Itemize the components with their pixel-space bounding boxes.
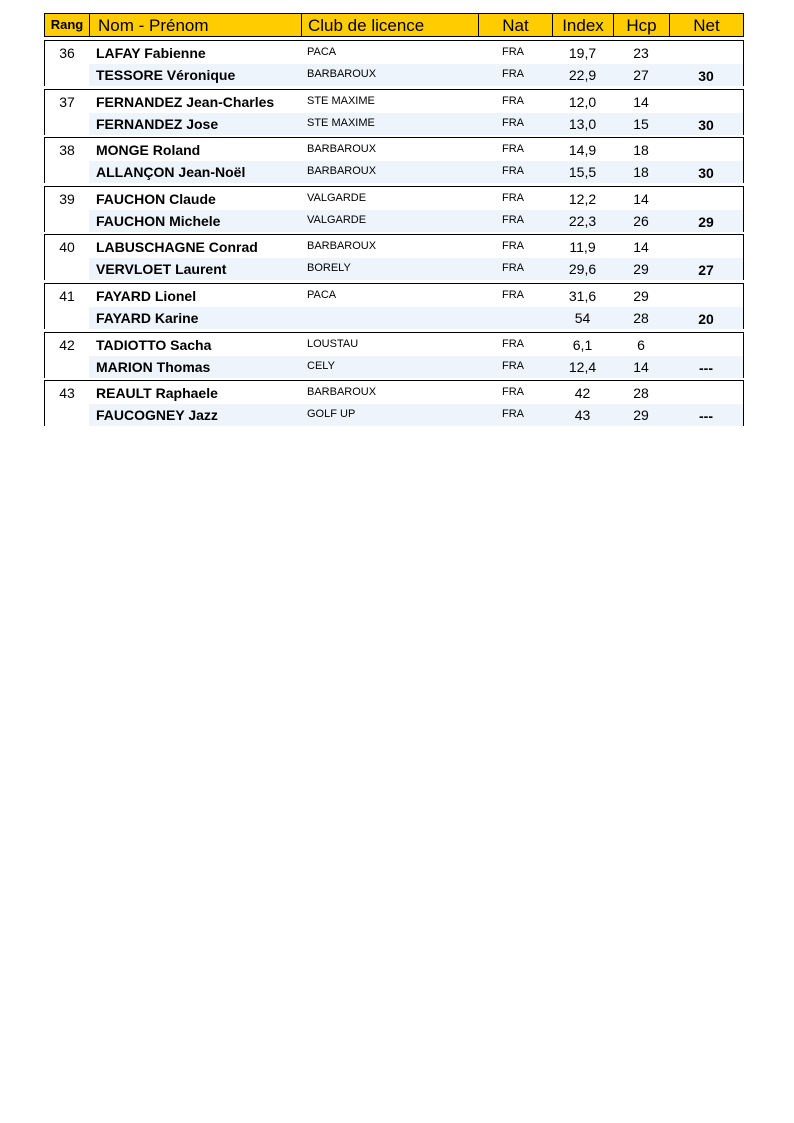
player-index: 11,9 — [569, 239, 596, 255]
player-nat: FRA — [502, 408, 524, 420]
player-club: BARBAROUX — [307, 143, 377, 155]
player-hcp: 18 — [633, 142, 649, 158]
player-index: 12,0 — [568, 94, 597, 110]
player-nat: FRA — [502, 262, 524, 274]
player-name: FAUCHON Michele — [96, 213, 221, 229]
player-name: FAUCHON Claude — [96, 191, 216, 207]
player-name: REAULT Raphaele — [96, 385, 218, 401]
player-name: LAFAY Fabienne — [96, 45, 206, 61]
player-row — [45, 356, 743, 378]
player-hcp: 14 — [633, 94, 649, 110]
player-club: CELY — [307, 360, 335, 372]
results-table — [44, 13, 744, 424]
player-group — [44, 332, 744, 378]
player-name: FAYARD Lionel — [96, 288, 197, 304]
player-nat: FRA — [502, 117, 524, 129]
player-name: FAUCOGNEY Jazz — [96, 407, 218, 423]
player-index: 22,9 — [568, 67, 597, 83]
net-score: 30 — [698, 68, 714, 84]
player-hcp: 14 — [633, 359, 649, 375]
net-score: --- — [699, 360, 713, 376]
header-net: Net — [669, 14, 743, 36]
player-index: 13,0 — [568, 116, 597, 132]
header-hcp: Hcp — [613, 14, 669, 36]
player-row — [45, 113, 743, 135]
player-hcp: 26 — [633, 213, 649, 229]
player-index: 15,5 — [568, 164, 597, 180]
player-hcp: 29 — [633, 261, 649, 277]
player-nat: FRA — [502, 68, 524, 80]
player-group — [44, 186, 744, 232]
header-nat: Nat — [478, 14, 552, 36]
player-name: MARION Thomas — [96, 359, 211, 375]
player-index: 29,6 — [568, 261, 597, 277]
player-row — [45, 139, 743, 161]
player-nat: FRA — [502, 386, 524, 398]
player-index: 22,3 — [568, 213, 597, 229]
player-nat: FRA — [502, 289, 524, 301]
rank-cell: 39 — [59, 191, 75, 207]
player-index: 43 — [574, 407, 591, 423]
player-index: 54 — [574, 310, 591, 326]
rank-cell: 42 — [59, 337, 75, 353]
player-nat: FRA — [502, 214, 524, 226]
player-group — [44, 137, 744, 183]
player-name: TESSORE Véronique — [96, 67, 236, 83]
player-name: LABUSCHAGNE Conrad — [96, 239, 258, 255]
player-group — [44, 283, 744, 329]
player-row — [45, 404, 743, 426]
net-score: --- — [699, 408, 713, 424]
header-index: Index — [552, 14, 613, 36]
player-row — [45, 210, 743, 232]
player-index: 14,9 — [568, 142, 597, 158]
player-nat: FRA — [502, 165, 524, 177]
net-score: 29 — [698, 214, 714, 230]
player-nat: FRA — [502, 143, 524, 155]
player-nat: FRA — [502, 192, 524, 204]
player-hcp: 14 — [633, 239, 649, 255]
player-nat — [493, 307, 533, 329]
header-nom: Nom - Prénom — [89, 14, 301, 36]
player-row — [45, 64, 743, 86]
player-name: FERNANDEZ Jose — [96, 116, 219, 132]
player-hcp: 15 — [633, 116, 649, 132]
rank-cell: 41 — [59, 288, 75, 304]
player-club: VALGARDE — [307, 214, 367, 226]
rank-cell: 38 — [59, 142, 75, 158]
player-club: BARBAROUX — [307, 165, 377, 177]
player-hcp: 29 — [633, 288, 649, 304]
player-row — [45, 161, 743, 183]
player-club: PACA — [307, 289, 337, 301]
net-score: 30 — [698, 117, 714, 133]
player-row — [45, 188, 743, 210]
player-club: BORELY — [307, 262, 351, 274]
player-nat: FRA — [502, 240, 524, 252]
player-row — [45, 258, 743, 280]
header-rang: Rang — [50, 17, 84, 32]
player-row — [45, 236, 743, 258]
player-name: VERVLOET Laurent — [96, 261, 227, 277]
player-hcp: 29 — [633, 407, 649, 423]
player-row — [45, 285, 743, 307]
header-club: Club de licence — [301, 14, 478, 36]
player-club: BARBAROUX — [307, 68, 377, 80]
player-nat: FRA — [502, 95, 524, 107]
player-row — [45, 42, 743, 64]
player-row — [45, 382, 743, 404]
player-row — [45, 91, 743, 113]
rank-cell: 40 — [59, 239, 75, 255]
player-nat: FRA — [502, 360, 524, 372]
player-name: FAYARD Karine — [96, 310, 199, 326]
player-hcp: 28 — [633, 385, 649, 401]
player-name: MONGE Roland — [96, 142, 201, 158]
player-name: ALLANÇON Jean-Noël — [96, 164, 246, 180]
player-index: 42 — [574, 385, 591, 401]
player-club: LOUSTAU — [307, 338, 359, 350]
player-club: BARBAROUX — [307, 240, 377, 252]
player-row — [45, 334, 743, 356]
player-club: STE MAXIME — [307, 95, 375, 107]
player-hcp: 28 — [633, 310, 649, 326]
table-header — [44, 13, 744, 37]
player-club: BARBAROUX — [307, 386, 377, 398]
player-name: TADIOTTO Sacha — [96, 337, 212, 353]
player-index: 12,4 — [568, 359, 597, 375]
player-club: VALGARDE — [307, 192, 367, 204]
net-score: 27 — [698, 262, 714, 278]
player-nat: FRA — [502, 338, 524, 350]
player-group — [44, 40, 744, 86]
rank-cell: 37 — [59, 94, 75, 110]
player-hcp: 14 — [633, 191, 649, 207]
rank-cell: 43 — [59, 385, 75, 401]
player-hcp: 23 — [633, 45, 649, 61]
player-group — [44, 380, 744, 426]
player-index: 12,2 — [568, 191, 597, 207]
player-group — [44, 234, 744, 280]
player-hcp: 27 — [633, 67, 649, 83]
player-index: 31,6 — [568, 288, 597, 304]
player-club: STE MAXIME — [307, 117, 375, 129]
player-index: 19,7 — [568, 45, 597, 61]
player-nat: FRA — [502, 46, 524, 58]
player-club: GOLF UP — [307, 408, 356, 420]
net-score: 30 — [698, 165, 714, 181]
player-hcp: 6 — [637, 337, 645, 353]
rank-cell: 36 — [59, 45, 75, 61]
player-group — [44, 89, 744, 135]
player-hcp: 18 — [633, 164, 649, 180]
net-score: 20 — [698, 311, 714, 327]
player-name: FERNANDEZ Jean-Charles — [96, 94, 275, 110]
player-row — [45, 307, 743, 329]
player-club: PACA — [307, 46, 337, 58]
player-index: 6,1 — [572, 337, 593, 353]
